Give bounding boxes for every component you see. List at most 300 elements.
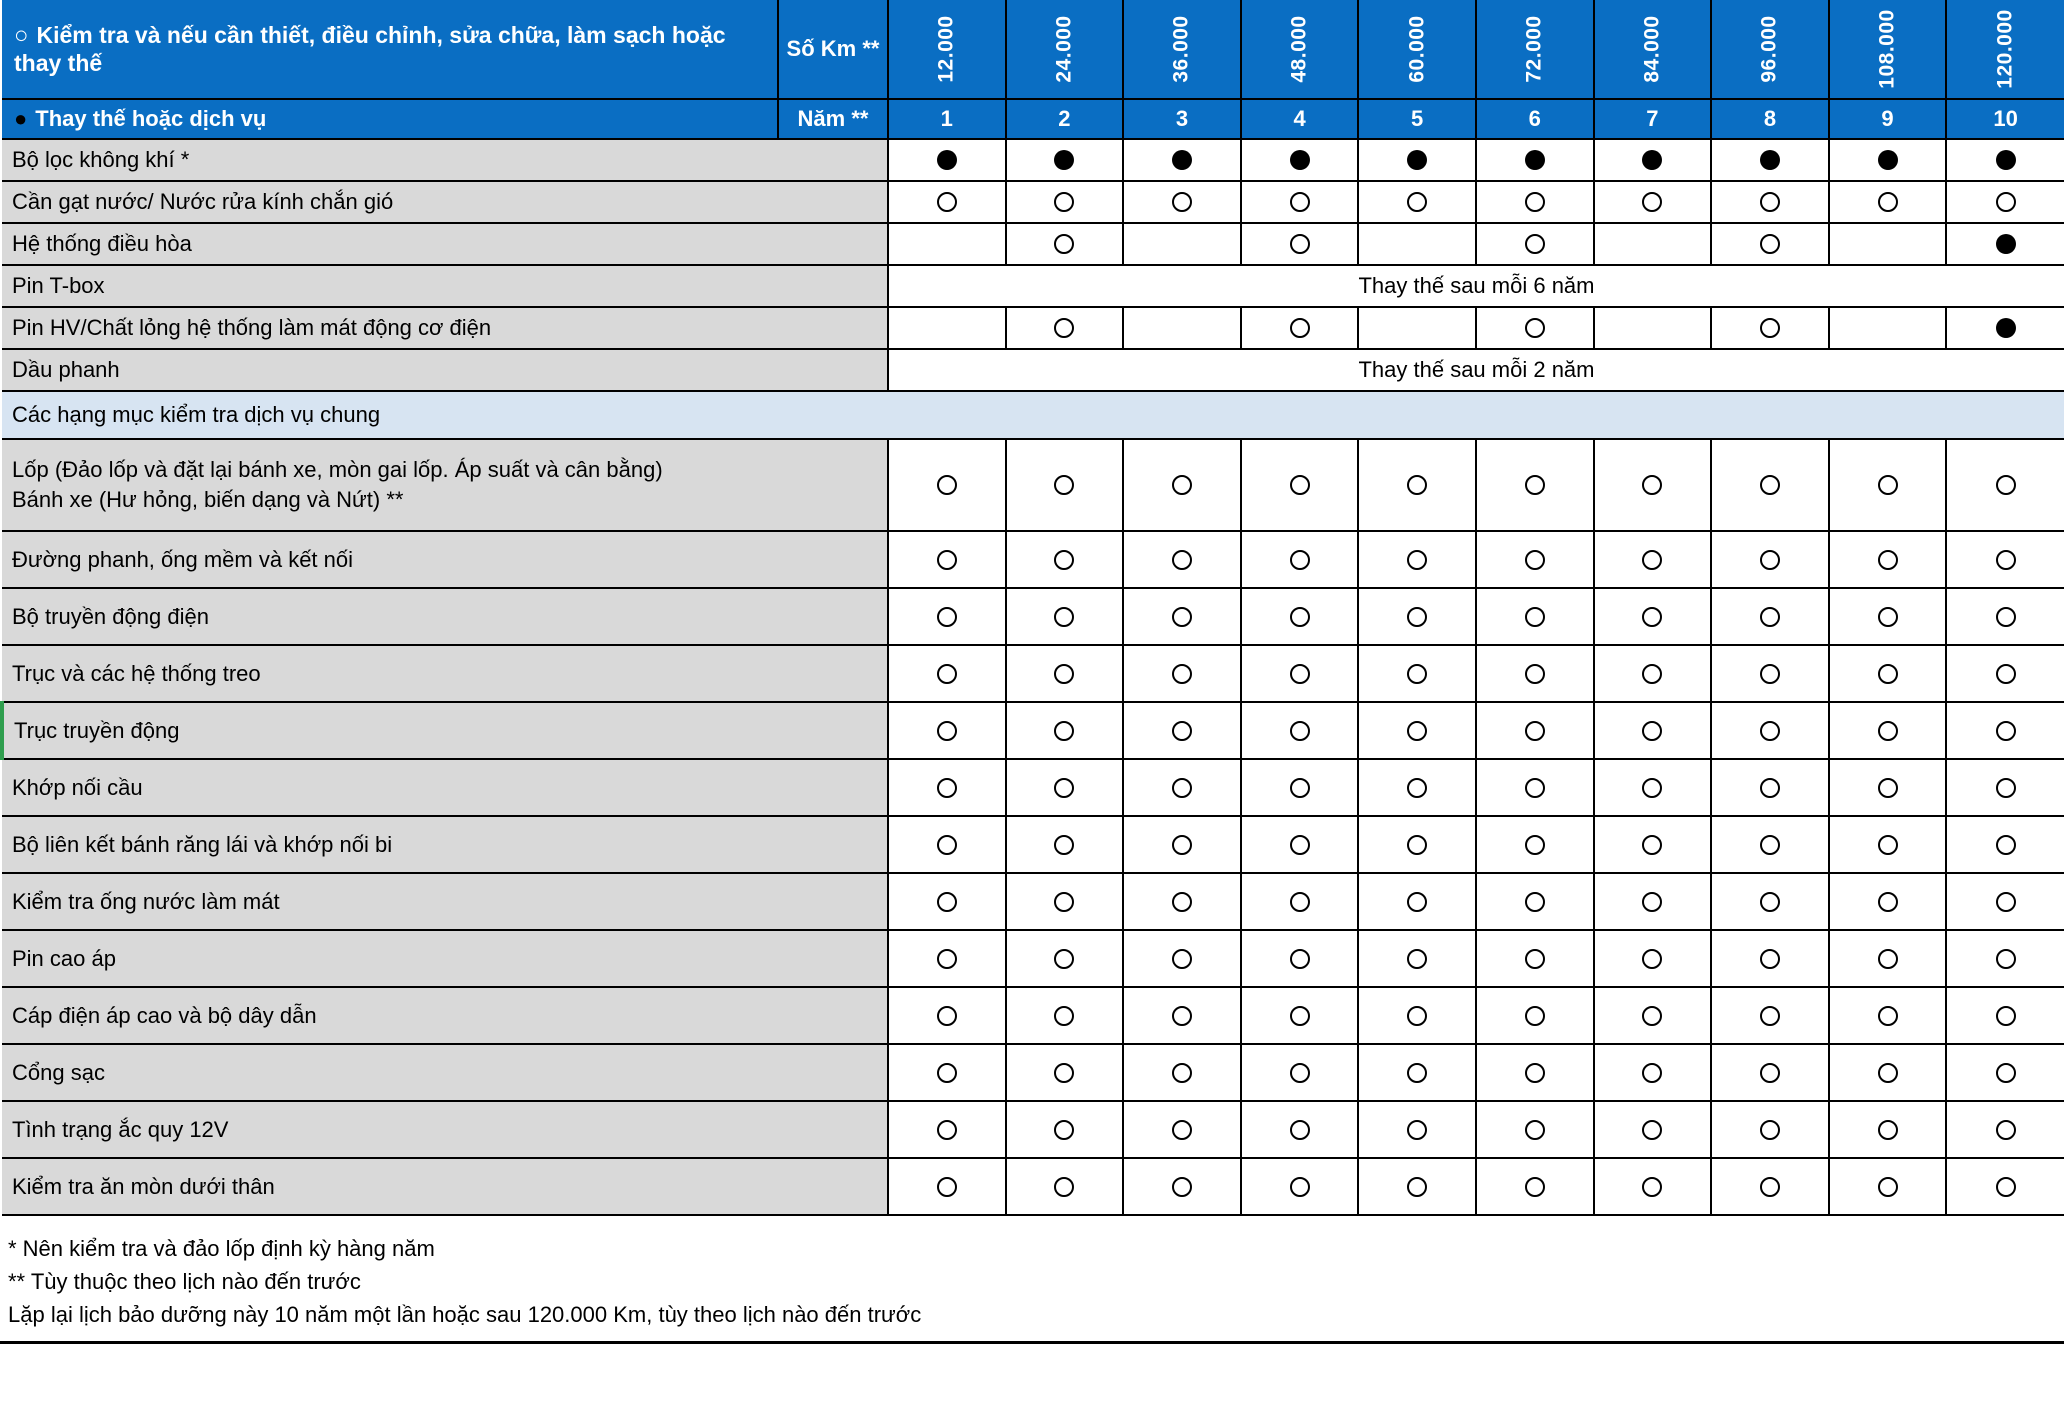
service-mark-cell bbox=[1711, 873, 1829, 930]
open-circle-icon bbox=[1760, 1177, 1780, 1197]
open-circle-icon bbox=[1642, 778, 1662, 798]
service-mark-cell bbox=[1946, 223, 2064, 265]
service-mark-cell bbox=[1241, 873, 1359, 930]
open-circle-icon bbox=[1290, 664, 1310, 684]
item-label-cell bbox=[2, 307, 888, 349]
service-mark-cell bbox=[1946, 987, 2064, 1044]
service-mark-cell bbox=[1006, 702, 1124, 759]
service-mark-cell bbox=[1946, 1101, 2064, 1158]
service-mark-cell bbox=[1241, 588, 1359, 645]
open-circle-icon bbox=[1760, 607, 1780, 627]
service-mark-cell bbox=[1241, 181, 1359, 223]
open-circle-icon bbox=[1996, 721, 2016, 741]
table-row bbox=[2, 816, 2064, 873]
open-circle-icon bbox=[1878, 550, 1898, 570]
service-mark-cell bbox=[1241, 816, 1359, 873]
open-circle-icon bbox=[1525, 475, 1545, 495]
km-header-cell: 24.000 bbox=[1006, 0, 1124, 99]
service-mark-cell bbox=[1711, 588, 1829, 645]
service-mark-cell bbox=[888, 1044, 1006, 1101]
service-mark-cell bbox=[888, 1158, 1006, 1215]
open-circle-icon bbox=[1290, 192, 1310, 212]
service-mark-cell bbox=[1241, 987, 1359, 1044]
open-circle-icon bbox=[1290, 949, 1310, 969]
open-circle-icon bbox=[1878, 1177, 1898, 1197]
open-circle-icon bbox=[1407, 475, 1427, 495]
open-circle-icon bbox=[1407, 892, 1427, 912]
open-circle-icon bbox=[1290, 234, 1310, 254]
service-mark-cell bbox=[1006, 223, 1124, 265]
service-mark-cell bbox=[1829, 223, 1947, 265]
filled-circle-icon bbox=[1642, 150, 1662, 170]
year-header-cell: 9 bbox=[1829, 99, 1947, 139]
item-label-cell bbox=[2, 439, 888, 531]
table-row bbox=[2, 531, 2064, 588]
open-circle-icon bbox=[1760, 1063, 1780, 1083]
open-circle-icon bbox=[1760, 664, 1780, 684]
open-circle-icon bbox=[1760, 550, 1780, 570]
open-circle-icon bbox=[1054, 475, 1074, 495]
service-mark-cell bbox=[1123, 223, 1241, 265]
open-circle-icon bbox=[1760, 1120, 1780, 1140]
open-circle-icon bbox=[1290, 892, 1310, 912]
item-label-cell bbox=[2, 1101, 888, 1158]
km-header-cell: 108.000 bbox=[1829, 0, 1947, 99]
open-circle-icon bbox=[1525, 234, 1545, 254]
service-mark-cell bbox=[1829, 702, 1947, 759]
service-mark-cell bbox=[1711, 759, 1829, 816]
open-circle-icon bbox=[1290, 835, 1310, 855]
service-mark-cell bbox=[1123, 759, 1241, 816]
open-circle-icon bbox=[937, 192, 957, 212]
open-circle-icon bbox=[1407, 721, 1427, 741]
service-mark-cell bbox=[1241, 1101, 1359, 1158]
service-mark-cell bbox=[1711, 181, 1829, 223]
service-mark-cell bbox=[1594, 1101, 1712, 1158]
open-circle-icon bbox=[1996, 475, 2016, 495]
open-circle-icon bbox=[1642, 835, 1662, 855]
open-circle-icon bbox=[1760, 778, 1780, 798]
service-mark-cell bbox=[1123, 1101, 1241, 1158]
table-row bbox=[2, 391, 2064, 439]
open-circle-icon bbox=[1760, 1006, 1780, 1026]
service-mark-cell bbox=[1476, 987, 1594, 1044]
item-label: Pin HV/Chất lỏng hệ thống làm mát động cơ điện bbox=[12, 315, 492, 341]
table-row bbox=[2, 645, 2064, 702]
service-mark-cell bbox=[1946, 531, 2064, 588]
service-mark-cell bbox=[1594, 702, 1712, 759]
service-mark-cell bbox=[1241, 307, 1359, 349]
service-mark-cell bbox=[1946, 873, 2064, 930]
service-mark-cell bbox=[1829, 645, 1947, 702]
open-circle-icon bbox=[1172, 1006, 1192, 1026]
table-row bbox=[2, 1158, 2064, 1215]
open-circle-icon bbox=[1996, 778, 2016, 798]
open-circle-icon bbox=[1878, 892, 1898, 912]
open-circle-icon bbox=[1642, 892, 1662, 912]
service-mark-cell bbox=[1358, 307, 1476, 349]
interval-note-cell: Thay thế sau mỗi 2 năm bbox=[888, 349, 2064, 391]
item-label: Bộ lọc không khí * bbox=[12, 147, 190, 173]
service-mark-cell bbox=[1711, 1044, 1829, 1101]
open-circle-icon bbox=[1642, 1120, 1662, 1140]
inspect-legend-text: Kiểm tra và nếu cần thiết, điều chỉnh, sửa chữa, làm sạch hoặc thay thế bbox=[14, 21, 726, 76]
open-circle-icon bbox=[937, 1063, 957, 1083]
open-circle-icon bbox=[1525, 192, 1545, 212]
service-mark-cell bbox=[1829, 181, 1947, 223]
item-label-cell bbox=[2, 930, 888, 987]
year-unit-cell: Năm ** bbox=[778, 99, 888, 139]
item-label-cell bbox=[2, 588, 888, 645]
open-circle-icon bbox=[1996, 192, 2016, 212]
filled-circle-icon bbox=[1407, 150, 1427, 170]
replace-legend-text: Thay thế hoặc dịch vụ bbox=[35, 106, 267, 131]
service-mark-cell bbox=[1006, 139, 1124, 181]
open-circle-icon bbox=[1054, 1006, 1074, 1026]
open-circle-icon bbox=[1054, 949, 1074, 969]
km-header-cell: 96.000 bbox=[1711, 0, 1829, 99]
service-mark-cell bbox=[1711, 531, 1829, 588]
open-circle-icon bbox=[1290, 1120, 1310, 1140]
open-circle-icon bbox=[1290, 1006, 1310, 1026]
service-mark-cell bbox=[1476, 930, 1594, 987]
filled-circle-icon bbox=[937, 150, 957, 170]
year-header-cell: 7 bbox=[1594, 99, 1712, 139]
service-mark-cell bbox=[1946, 816, 2064, 873]
open-circle-icon bbox=[1642, 550, 1662, 570]
service-mark-cell bbox=[1006, 1158, 1124, 1215]
item-label: Dầu phanh bbox=[12, 357, 120, 383]
open-circle-icon bbox=[1642, 607, 1662, 627]
filled-circle-icon bbox=[1760, 150, 1780, 170]
open-circle-icon bbox=[1525, 550, 1545, 570]
km-unit-cell: Số Km ** bbox=[778, 0, 888, 99]
item-label-cell bbox=[2, 1044, 888, 1101]
service-mark-cell bbox=[1006, 816, 1124, 873]
item-label-cell bbox=[2, 181, 888, 223]
open-circle-icon bbox=[937, 721, 957, 741]
service-mark-cell bbox=[1358, 439, 1476, 531]
header-row-km bbox=[2, 0, 2064, 99]
year-header-cell: 10 bbox=[1946, 99, 2064, 139]
service-mark-cell bbox=[888, 439, 1006, 531]
header-row-year bbox=[2, 99, 2064, 139]
open-circle-icon bbox=[1172, 607, 1192, 627]
item-label: Lốp (Đảo lốp và đặt lại bánh xe, mòn gai lốp. Áp suất và cân bằng) bbox=[12, 457, 663, 483]
open-circle-icon bbox=[1290, 475, 1310, 495]
service-mark-cell bbox=[1358, 1044, 1476, 1101]
item-label: Cáp điện áp cao và bộ dây dẫn bbox=[12, 1002, 317, 1028]
service-mark-cell bbox=[1006, 588, 1124, 645]
open-circle-icon bbox=[937, 607, 957, 627]
open-circle-icon bbox=[1290, 550, 1310, 570]
item-label: Khớp nối cầu bbox=[12, 774, 143, 800]
open-circle-icon bbox=[1760, 318, 1780, 338]
service-mark-cell bbox=[1241, 1044, 1359, 1101]
service-mark-cell bbox=[1476, 531, 1594, 588]
open-circle-icon bbox=[1760, 835, 1780, 855]
open-circle-icon bbox=[1760, 234, 1780, 254]
open-circle-icon bbox=[1407, 1120, 1427, 1140]
open-circle-icon bbox=[1054, 835, 1074, 855]
open-circle-icon bbox=[1525, 892, 1545, 912]
open-circle-icon bbox=[1996, 664, 2016, 684]
open-circle-icon bbox=[1054, 550, 1074, 570]
open-circle-icon bbox=[1054, 778, 1074, 798]
service-mark-cell bbox=[888, 873, 1006, 930]
item-label: Kiểm tra ăn mòn dưới thân bbox=[12, 1173, 275, 1199]
service-mark-cell bbox=[1358, 531, 1476, 588]
open-circle-icon bbox=[1290, 778, 1310, 798]
open-circle-icon bbox=[1407, 192, 1427, 212]
service-mark-cell bbox=[1006, 873, 1124, 930]
filled-circle-icon bbox=[1878, 150, 1898, 170]
table-row bbox=[2, 873, 2064, 930]
service-mark-cell bbox=[1241, 139, 1359, 181]
service-mark-cell bbox=[1711, 702, 1829, 759]
open-circle-icon bbox=[1054, 1120, 1074, 1140]
service-mark-cell bbox=[1358, 930, 1476, 987]
open-circle-icon bbox=[1525, 949, 1545, 969]
item-label: Trục truyền động bbox=[14, 717, 180, 743]
service-mark-cell bbox=[1123, 645, 1241, 702]
item-label-cell bbox=[2, 816, 888, 873]
table-row bbox=[2, 181, 2064, 223]
open-circle-icon bbox=[1054, 607, 1074, 627]
table-row bbox=[2, 759, 2064, 816]
open-circle-icon bbox=[1054, 892, 1074, 912]
year-header-cell: 2 bbox=[1006, 99, 1124, 139]
open-circle-icon bbox=[937, 949, 957, 969]
service-mark-cell bbox=[1594, 307, 1712, 349]
service-mark-cell bbox=[1476, 181, 1594, 223]
service-mark-cell bbox=[1006, 181, 1124, 223]
interval-note-cell: Thay thế sau mỗi 6 năm bbox=[888, 265, 2064, 307]
service-mark-cell bbox=[1829, 439, 1947, 531]
service-mark-cell bbox=[1358, 873, 1476, 930]
open-circle-icon bbox=[1642, 192, 1662, 212]
filled-circle-icon bbox=[1054, 150, 1074, 170]
item-label-cell bbox=[2, 645, 888, 702]
service-mark-cell bbox=[888, 531, 1006, 588]
service-mark-cell bbox=[1006, 307, 1124, 349]
service-mark-cell bbox=[1594, 645, 1712, 702]
open-circle-icon bbox=[1172, 475, 1192, 495]
open-circle-icon bbox=[1642, 721, 1662, 741]
km-header-cell: 36.000 bbox=[1123, 0, 1241, 99]
service-mark-cell bbox=[888, 759, 1006, 816]
item-label-cell bbox=[2, 139, 888, 181]
open-circle-icon bbox=[1290, 1063, 1310, 1083]
open-circle-icon bbox=[1054, 1177, 1074, 1197]
service-mark-cell bbox=[1358, 759, 1476, 816]
km-header-cell: 120.000 bbox=[1946, 0, 2064, 99]
service-mark-cell bbox=[1829, 139, 1947, 181]
service-mark-cell bbox=[1946, 181, 2064, 223]
service-mark-cell bbox=[1123, 531, 1241, 588]
service-mark-cell bbox=[888, 139, 1006, 181]
item-label-line2: Bánh xe (Hư hỏng, biến dạng và Nứt) ** bbox=[12, 487, 404, 512]
open-circle-icon bbox=[1525, 835, 1545, 855]
footnote-line: * Nên kiểm tra và đảo lốp định kỳ hàng năm bbox=[8, 1236, 435, 1261]
service-mark-cell bbox=[1711, 987, 1829, 1044]
inspect-legend-cell bbox=[2, 0, 778, 99]
schedule-body bbox=[2, 139, 2064, 1215]
service-mark-cell bbox=[1946, 139, 2064, 181]
km-header-cell: 48.000 bbox=[1241, 0, 1359, 99]
service-mark-cell bbox=[1829, 531, 1947, 588]
service-mark-cell bbox=[888, 930, 1006, 987]
table-row bbox=[2, 1101, 2064, 1158]
service-mark-cell bbox=[888, 987, 1006, 1044]
filled-circle-icon bbox=[1290, 150, 1310, 170]
service-mark-cell bbox=[1241, 1158, 1359, 1215]
bottom-divider bbox=[0, 1341, 2064, 1344]
service-mark-cell bbox=[1594, 531, 1712, 588]
open-circle-icon bbox=[1525, 1177, 1545, 1197]
item-label: Pin cao áp bbox=[12, 945, 116, 971]
service-mark-cell bbox=[888, 645, 1006, 702]
service-mark-cell bbox=[1946, 307, 2064, 349]
open-circle-icon bbox=[937, 1120, 957, 1140]
service-mark-cell bbox=[1829, 930, 1947, 987]
footnote-line: ** Tùy thuộc theo lịch nào đến trước bbox=[8, 1269, 361, 1294]
service-mark-cell bbox=[1476, 139, 1594, 181]
open-circle-icon bbox=[1642, 1063, 1662, 1083]
service-mark-cell bbox=[1123, 702, 1241, 759]
service-mark-cell bbox=[1123, 987, 1241, 1044]
open-circle-icon bbox=[1642, 664, 1662, 684]
open-circle-icon bbox=[1996, 1006, 2016, 1026]
open-circle-icon bbox=[937, 1177, 957, 1197]
open-circle-icon bbox=[1407, 778, 1427, 798]
open-circle-icon bbox=[1172, 949, 1192, 969]
table-row bbox=[2, 987, 2064, 1044]
open-circle-icon bbox=[1407, 607, 1427, 627]
item-label-cell bbox=[2, 223, 888, 265]
open-circle-icon bbox=[1878, 475, 1898, 495]
item-label-cell bbox=[2, 702, 888, 759]
item-label: Đường phanh, ống mềm và kết nối bbox=[12, 546, 354, 572]
open-circle-icon bbox=[1996, 892, 2016, 912]
service-mark-cell bbox=[1946, 439, 2064, 531]
year-header-cell: 1 bbox=[888, 99, 1006, 139]
service-mark-cell bbox=[1241, 930, 1359, 987]
open-circle-icon bbox=[937, 550, 957, 570]
open-circle-icon bbox=[1054, 234, 1074, 254]
service-mark-cell bbox=[1594, 588, 1712, 645]
item-label-cell bbox=[2, 873, 888, 930]
service-mark-cell bbox=[1946, 1044, 2064, 1101]
service-mark-cell bbox=[1711, 223, 1829, 265]
open-circle-icon bbox=[1996, 550, 2016, 570]
open-circle-icon bbox=[1172, 835, 1192, 855]
service-mark-cell bbox=[1123, 1158, 1241, 1215]
open-circle-icon bbox=[1525, 721, 1545, 741]
open-circle-icon bbox=[937, 892, 957, 912]
service-mark-cell bbox=[1711, 645, 1829, 702]
item-label: Tình trạng ắc quy 12V bbox=[12, 1116, 229, 1142]
open-circle-icon bbox=[1290, 1177, 1310, 1197]
filled-circle-icon: ● bbox=[14, 106, 28, 131]
service-mark-cell bbox=[1829, 588, 1947, 645]
service-mark-cell bbox=[1946, 645, 2064, 702]
service-mark-cell bbox=[1358, 588, 1476, 645]
year-header-cell: 6 bbox=[1476, 99, 1594, 139]
open-circle-icon bbox=[1525, 1063, 1545, 1083]
service-mark-cell bbox=[1476, 759, 1594, 816]
open-circle-icon bbox=[1996, 835, 2016, 855]
item-label: Pin T-box bbox=[12, 273, 105, 299]
table-row bbox=[2, 439, 2064, 531]
open-circle-icon bbox=[1760, 892, 1780, 912]
open-circle-icon bbox=[1525, 1120, 1545, 1140]
footnotes bbox=[8, 1232, 2064, 1331]
open-circle-icon bbox=[1054, 192, 1074, 212]
service-mark-cell bbox=[1711, 930, 1829, 987]
open-circle-icon bbox=[1407, 1006, 1427, 1026]
service-mark-cell bbox=[1476, 588, 1594, 645]
service-mark-cell bbox=[1711, 439, 1829, 531]
service-mark-cell bbox=[1946, 930, 2064, 987]
filled-circle-icon bbox=[1525, 150, 1545, 170]
service-mark-cell bbox=[1594, 987, 1712, 1044]
open-circle-icon bbox=[1407, 1063, 1427, 1083]
filled-circle-icon bbox=[1996, 318, 2016, 338]
service-mark-cell bbox=[1594, 439, 1712, 531]
service-mark-cell bbox=[1123, 1044, 1241, 1101]
open-circle-icon bbox=[1878, 949, 1898, 969]
open-circle-icon bbox=[937, 778, 957, 798]
table-row bbox=[2, 349, 2064, 391]
service-mark-cell bbox=[888, 1101, 1006, 1158]
service-mark-cell bbox=[1829, 1101, 1947, 1158]
open-circle-icon bbox=[1172, 664, 1192, 684]
service-mark-cell bbox=[1829, 759, 1947, 816]
service-mark-cell bbox=[1123, 307, 1241, 349]
service-mark-cell bbox=[1006, 439, 1124, 531]
service-mark-cell bbox=[1476, 439, 1594, 531]
open-circle-icon bbox=[1525, 778, 1545, 798]
open-circle-icon bbox=[1172, 778, 1192, 798]
service-mark-cell bbox=[1594, 181, 1712, 223]
open-circle-icon bbox=[1407, 550, 1427, 570]
service-mark-cell bbox=[1241, 759, 1359, 816]
item-label-cell bbox=[2, 987, 888, 1044]
service-mark-cell bbox=[1829, 873, 1947, 930]
replace-legend-cell bbox=[2, 99, 778, 139]
service-mark-cell bbox=[1006, 930, 1124, 987]
service-mark-cell bbox=[1946, 588, 2064, 645]
open-circle-icon bbox=[1172, 1177, 1192, 1197]
open-circle-icon bbox=[1878, 721, 1898, 741]
open-circle-icon bbox=[1760, 721, 1780, 741]
item-label: Kiểm tra ống nước làm mát bbox=[12, 888, 280, 914]
year-header-cell: 4 bbox=[1241, 99, 1359, 139]
service-mark-cell bbox=[1711, 1101, 1829, 1158]
service-mark-cell bbox=[1006, 759, 1124, 816]
service-mark-cell bbox=[1241, 645, 1359, 702]
service-mark-cell bbox=[1476, 1158, 1594, 1215]
open-circle-icon bbox=[1407, 1177, 1427, 1197]
item-label-cell bbox=[2, 1158, 888, 1215]
item-label: Bộ truyền động điện bbox=[12, 603, 209, 629]
open-circle-icon bbox=[1760, 949, 1780, 969]
service-mark-cell bbox=[1476, 873, 1594, 930]
service-mark-cell bbox=[1006, 1101, 1124, 1158]
open-circle-icon bbox=[1054, 1063, 1074, 1083]
service-mark-cell bbox=[1123, 816, 1241, 873]
